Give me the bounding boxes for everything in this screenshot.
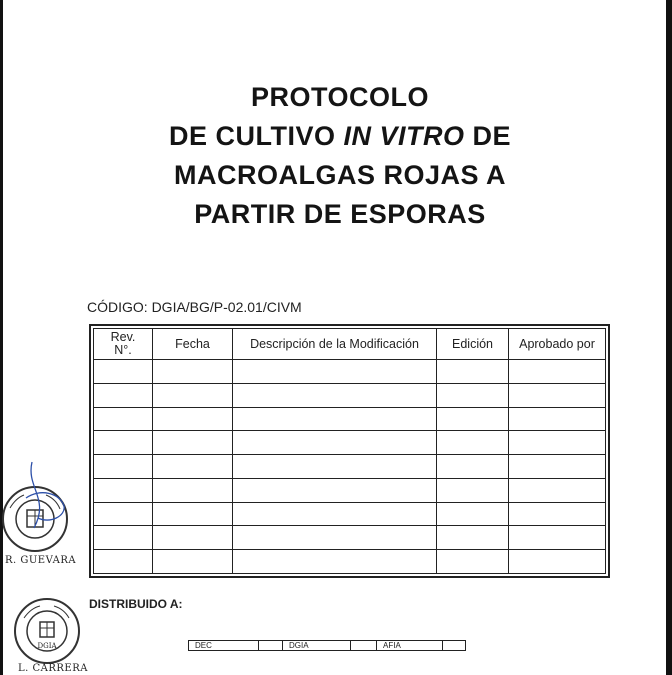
table-cell bbox=[94, 502, 153, 526]
table-cell bbox=[233, 431, 437, 455]
title-line-3: MACROALGAS ROJAS A bbox=[173, 160, 506, 190]
table-cell bbox=[509, 550, 606, 574]
revision-table bbox=[93, 328, 606, 574]
table-row bbox=[94, 478, 606, 502]
table-cell bbox=[437, 383, 509, 407]
table-cell bbox=[153, 383, 233, 407]
header-fecha: Fecha bbox=[153, 329, 233, 360]
table-cell bbox=[509, 431, 606, 455]
revision-table-frame bbox=[89, 324, 610, 578]
code-label: CÓDIGO: bbox=[87, 299, 148, 315]
table-cell bbox=[153, 431, 233, 455]
distribution-box-5: AFIA bbox=[377, 641, 443, 650]
table-cell bbox=[509, 455, 606, 479]
institute-seal-carrera bbox=[14, 598, 80, 664]
distribution-label: DISTRIBUIDO A: bbox=[89, 597, 183, 611]
left-page-edge bbox=[0, 0, 3, 675]
title-line-4: PARTIR DE ESPORAS bbox=[194, 199, 486, 229]
table-cell bbox=[94, 550, 153, 574]
title-line-2-italic: IN VITRO bbox=[343, 121, 465, 151]
document-code bbox=[87, 299, 302, 315]
table-cell bbox=[509, 478, 606, 502]
header-rev-line-2: N°. bbox=[114, 343, 132, 357]
table-row bbox=[94, 383, 606, 407]
table-cell bbox=[509, 502, 606, 526]
header-aprobado: Aprobado por bbox=[509, 329, 606, 360]
distribution-boxes bbox=[188, 640, 466, 651]
table-cell bbox=[233, 478, 437, 502]
header-rev-line-1: Rev. bbox=[110, 330, 136, 344]
distribution-box-2 bbox=[259, 641, 283, 650]
title-line-1: PROTOCOLO bbox=[250, 82, 429, 112]
header-rev-no bbox=[94, 329, 153, 360]
document-title bbox=[90, 78, 590, 234]
table-cell bbox=[509, 360, 606, 384]
table-cell bbox=[233, 407, 437, 431]
table-cell bbox=[437, 526, 509, 550]
table-row bbox=[94, 550, 606, 574]
seal-carrera-dgia-text: DGIA bbox=[37, 642, 57, 650]
table-cell bbox=[94, 431, 153, 455]
revision-table-body bbox=[94, 360, 606, 574]
table-cell bbox=[233, 360, 437, 384]
table-cell bbox=[153, 360, 233, 384]
table-cell bbox=[233, 550, 437, 574]
table-cell bbox=[437, 502, 509, 526]
table-cell bbox=[233, 455, 437, 479]
table-cell bbox=[153, 478, 233, 502]
table-row bbox=[94, 455, 606, 479]
table-cell bbox=[233, 383, 437, 407]
table-cell bbox=[153, 407, 233, 431]
table-cell bbox=[437, 455, 509, 479]
code-value: DGIA/BG/P-02.01/CIVM bbox=[151, 299, 302, 315]
table-cell bbox=[153, 455, 233, 479]
signatory-carrera: L. CARRERA bbox=[18, 663, 88, 674]
title-line-2-suffix: DE bbox=[472, 121, 512, 151]
right-page-edge bbox=[666, 0, 672, 675]
title-line-2-prefix: DE CULTIVO bbox=[168, 121, 336, 151]
distribution-box-3: DGIA bbox=[283, 641, 351, 650]
table-cell bbox=[509, 526, 606, 550]
table-cell bbox=[437, 360, 509, 384]
table-cell bbox=[437, 478, 509, 502]
table-cell bbox=[233, 526, 437, 550]
table-row bbox=[94, 502, 606, 526]
table-cell bbox=[153, 526, 233, 550]
table-row bbox=[94, 431, 606, 455]
seal-carrera-graphic bbox=[16, 600, 78, 662]
table-cell bbox=[94, 455, 153, 479]
signatory-guevara: R. GUEVARA bbox=[5, 555, 77, 566]
table-cell bbox=[153, 550, 233, 574]
table-cell bbox=[509, 383, 606, 407]
table-cell bbox=[509, 407, 606, 431]
table-cell bbox=[437, 550, 509, 574]
table-cell bbox=[94, 407, 153, 431]
title-line-2 bbox=[90, 117, 590, 156]
table-cell bbox=[437, 431, 509, 455]
table-cell bbox=[153, 502, 233, 526]
table-cell bbox=[94, 478, 153, 502]
table-cell bbox=[437, 407, 509, 431]
distribution-box-6 bbox=[443, 641, 465, 650]
signature-guevara bbox=[20, 458, 70, 538]
table-cell bbox=[94, 526, 153, 550]
header-descripcion: Descripción de la Modificación bbox=[233, 329, 437, 360]
table-row bbox=[94, 360, 606, 384]
table-row bbox=[94, 526, 606, 550]
table-cell bbox=[94, 360, 153, 384]
distribution-box-1: DEC bbox=[189, 641, 259, 650]
table-cell bbox=[233, 502, 437, 526]
table-row bbox=[94, 407, 606, 431]
revision-table-header-row bbox=[94, 329, 606, 360]
table-cell bbox=[94, 383, 153, 407]
distribution-box-4 bbox=[351, 641, 377, 650]
header-edicion: Edición bbox=[437, 329, 509, 360]
